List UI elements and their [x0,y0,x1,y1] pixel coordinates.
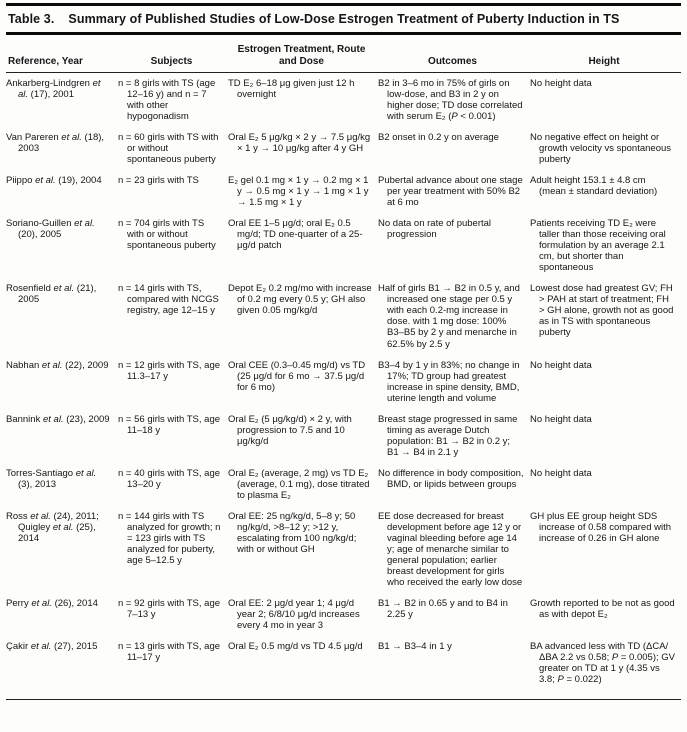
cell-reference: Bannink et al. (23), 2009 [6,413,110,425]
cell-reference: Ankarberg-Lindgren et al. (17), 2001 [6,78,101,101]
cell-subjects: n = 23 girls with TS [118,175,199,187]
cell-outcomes: B3–4 by 1 y in 83%; no change in 17%; TD group had greatest increase in spine density, BMD, uterine length and volume [378,359,520,404]
cell-reference: Van Pareren et al. (18), 2003 [6,132,105,155]
column-header-reference-year: Reference, Year [6,35,118,73]
cell-reference: Rosenfield et al. (21), 2005 [6,283,97,306]
cell-outcomes: No difference in body composition, BMD, or lipids between groups [378,467,524,490]
cell-subjects: n = 13 girls with TS, age 11–17 y [118,640,221,663]
table-header [6,35,681,73]
table-row [6,414,681,468]
cell-reference: Çakir et al. (27), 2015 [6,640,98,652]
table-row [6,218,681,283]
table-row [6,511,681,598]
table-row [6,132,681,175]
cell-treatment: E₂ gel 0.1 mg × 1 y → 0.2 mg × 1 y → 0.5 mg × 1 y → 1 mg × 1 y → 1.5 mg × 1 y [228,175,369,209]
cell-reference: Torres-Santiago et al. (3), 2013 [6,467,97,490]
table-row [6,468,681,511]
cell-treatment: Oral EE: 25 ng/kg/d, 5–8 y; 50 ng/kg/d, >8–12 y; >12 y, escalating from 100 ng/kg/d; with or without GH [228,510,357,555]
cell-treatment: Depot E₂ 0.2 mg/mo with increase of 0.2 mg every 0.5 y; GH also given 0.05 mg/kg/d [228,283,372,317]
cell-height: No negative effect on height or growth velocity vs spontaneous puberty [530,132,672,166]
cell-outcomes: B2 onset in 0.2 y on average [378,132,499,144]
column-header-treatment: Estrogen Treatment, Route and Dose [228,35,378,73]
table-row [6,283,681,359]
table-row [6,641,681,699]
cell-outcomes: Pubertal advance about one stage per year treatment with 50% B2 at 6 mo [378,175,523,209]
cell-treatment: Oral EE: 2 μg/d year 1; 4 μg/d year 2; 6/8/10 μg/d increases every 4 mo in year 3 [228,597,360,631]
cell-subjects: n = 144 girls with TS analyzed for growth; n = 123 girls with TS analyzed for puberty, age 5–12.5 y [118,510,221,566]
cell-outcomes: EE dose decreased for breast development before age 12 y or vaginal bleeding before age 14 y; age of menarche similar to general population; earlier breast development for girls who received the early low dose [378,510,523,588]
cell-outcomes: B1 → B3–4 in 1 y [378,640,452,652]
cell-height: Growth reported to be not as good as with depot E₂ [530,597,675,620]
studies-table [6,35,681,699]
cell-outcomes: Half of girls B1 → B2 in 0.5 y, and increased one stage per 0.5 y with each 0.2-mg increase in dose. with 1 mg dose: 100% B3–B5 by 2 y and menarche in 62.5% by 2.5 y [378,283,520,350]
cell-treatment: Oral E₂ (5 μg/kg/d) × 2 y, with progression to 7.5 and 10 μg/kg/d [228,413,352,447]
cell-outcomes: Breast stage progressed in same timing as average Dutch population: B1 → B2 in 0.2 y; B1 → B4 in 2.1 y [378,413,518,458]
cell-subjects: n = 56 girls with TS, age 11–18 y [118,413,221,436]
table-row [6,360,681,414]
table-row [6,598,681,641]
cell-subjects: n = 12 girls with TS, age 11.3–17 y [118,359,221,382]
cell-height: Adult height 153.1 ± 4.8 cm (mean ± standard deviation) [530,175,658,198]
cell-height: Patients receiving TD E₂ were taller than those receiving oral formulation by an average 2.1 cm, but shorter than spontaneous [530,218,666,274]
cell-treatment: Oral EE 1–5 μg/d; oral E₂ 0.5 mg/d; TD one-quarter of a 25-μg/d patch [228,218,363,252]
cell-height: No height data [530,78,592,90]
cell-outcomes: No data on rate of pubertal progression [378,218,492,241]
cell-height: BA advanced less with TD (ΔCA/ΔBA 2.2 vs 0.58; P = 0.005); GV greater on TD at 1 y (4.35 vs 3.8; P = 0.022) [530,640,676,685]
table-row [6,73,681,133]
cell-height: No height data [530,467,592,479]
cell-subjects: n = 40 girls with TS, age 13–20 y [118,467,221,490]
cell-treatment: Oral E₂ 0.5 mg/d vs TD 4.5 μg/d [228,640,363,652]
cell-reference: Perry et al. (26), 2014 [6,597,98,609]
table-title [6,3,681,35]
cell-height: No height data [530,413,592,425]
table-number-label: Table 3. [8,12,55,26]
cell-subjects: n = 60 girls with TS with or without spontaneous puberty [118,132,219,166]
cell-treatment: Oral E₂ 5 μg/kg × 2 y → 7.5 μg/kg × 1 y → 10 μg/kg after 4 y GH [228,132,371,155]
cell-subjects: n = 14 girls with TS, compared with NCGS registry, age 12–15 y [118,283,219,317]
cell-subjects: n = 704 girls with TS with or without spontaneous puberty [118,218,216,252]
cell-reference: Nabhan et al. (22), 2009 [6,359,109,371]
cell-reference: Ross et al. (24), 2011; Quigley et al. (25), 2014 [6,510,99,544]
cell-treatment: Oral CEE (0.3–0.45 mg/d) vs TD (25 μg/d for 6 mo → 37.5 μg/d for 6 mo) [228,359,366,393]
cell-subjects: n = 92 girls with TS, age 7–13 y [118,597,221,620]
cell-height: Lowest dose had greatest GV; FH > PAH at start of treatment; FH > GH alone, growth not as good as in TS with spontaneous puberty [530,283,674,339]
cell-treatment: TD E₂ 6–18 μg given just 12 h overnight [228,78,355,101]
cell-height: No height data [530,359,592,371]
table-title-text: Summary of Published Studies of Low-Dose Estrogen Treatment of Puberty Induction in TS [68,12,620,26]
cell-height: GH plus EE group height SDS increase of 0.58 compared with increase of 0.26 in GH alone [530,510,672,544]
cell-treatment: Oral E₂ (average, 2 mg) vs TD E₂ (average, 0.1 mg), dose titrated to plasma E₂ [228,467,370,501]
cell-subjects: n = 8 girls with TS (age 12–16 y) and n = 7 with other hypogonadism [118,78,216,123]
cell-outcomes: B2 in 3–6 mo in 75% of girls on low-dose, and B3 in 2 y on higher dose; TD dose correlated with serum E₂ (P < 0.001) [378,78,523,123]
cell-reference: Piippo et al. (19), 2004 [6,175,102,187]
cell-reference: Soriano-Guillen et al. (20), 2005 [6,218,95,241]
column-header-height: Height [530,35,681,73]
table-row [6,175,681,218]
column-header-outcomes: Outcomes [378,35,530,73]
table-body [6,73,681,699]
table-bottom-rule [6,699,681,700]
cell-outcomes: B1 → B2 in 0.65 y and to B4 in 2.25 y [378,597,508,620]
column-header-subjects: Subjects [118,35,228,73]
